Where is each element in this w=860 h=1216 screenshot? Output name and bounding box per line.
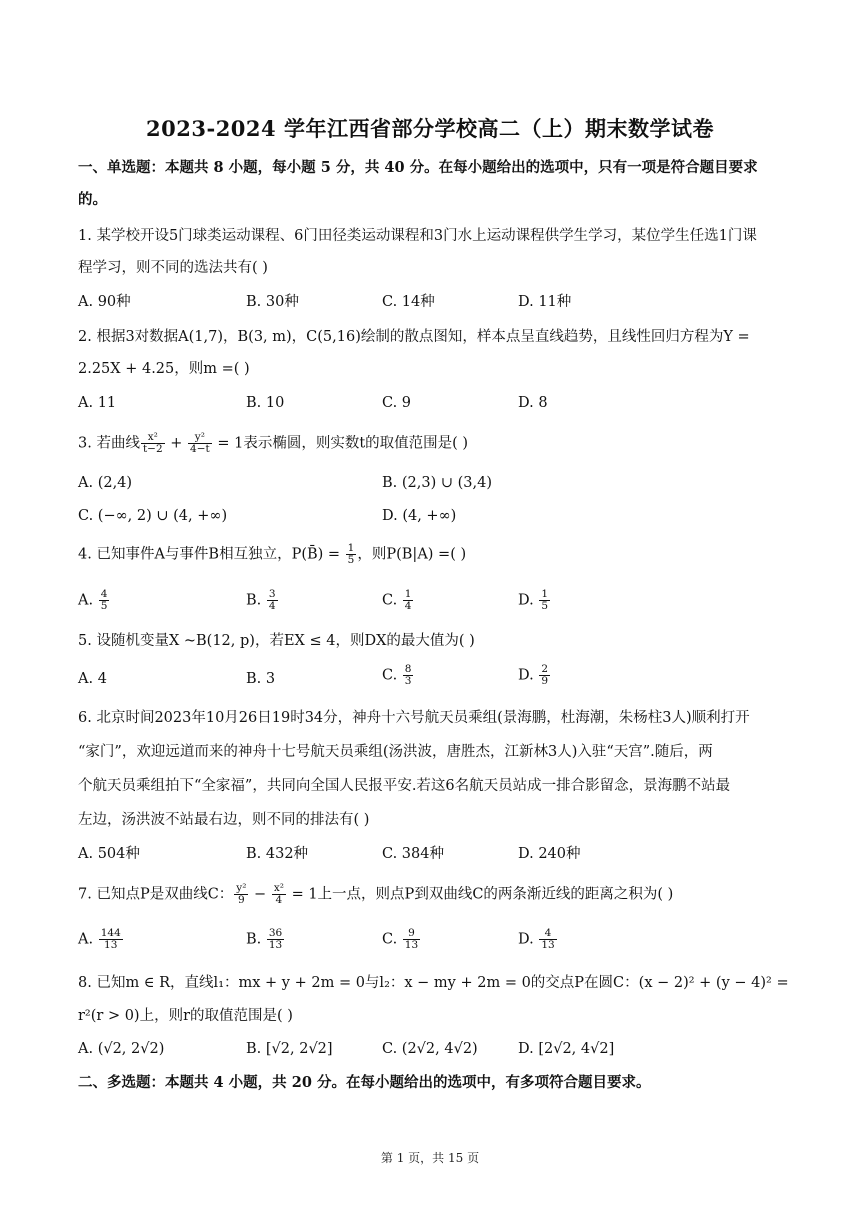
q1-text-line1: 1. 某学校开设5门球类运动课程、6门田径类运动课程和3门水上运动课程供学生学习，某位学生任选1门课 [78,228,757,244]
q7-option-b-fraction [267,928,284,951]
q3-frac2-numerator: y² [188,432,212,444]
q4-option-c [382,589,414,612]
q7-option-d-numerator: 4 [539,928,556,940]
page-footer: 第 1 页，共 15 页 [380,1151,480,1165]
q4-option-a-fraction [99,589,110,612]
q2-text-line2: 2.25X + 4.25，则m =( ) [78,361,250,377]
q4-frac-denominator: 5 [347,554,355,566]
q4-frac-numerator: 1 [347,542,355,554]
q6-text-line2: “家门”，欢迎远道而来的神舟十七号航天员乘组(汤洪波，唐胜杰，江新林3人)入驻“天宫”.随后，两 [78,744,713,760]
q5-option-d [518,664,551,687]
q3-frac1-numerator: x² [141,432,165,444]
q4-option-d-label: D. [518,592,539,609]
section2-header: 二、多选题：本题共 4 小题，共 20 分。在每小题给出的选项中，有多项符合题目要求。 [78,1074,651,1091]
q7-option-c-fraction [403,928,420,951]
q4-option-b-fraction [267,589,278,612]
q2-option-a: A. 11 [78,395,117,411]
q7-text [78,883,673,906]
q7-option-b-label: B. [246,931,266,948]
q2-option-d: D. 8 [518,395,548,411]
q7-option-c [382,928,421,951]
q7-post: = 1上一点，则点P到双曲线C的两条渐近线的距离之积为( ) [286,886,674,903]
q1-option-c: C. 14种 [382,294,435,310]
q7-pre: 7. 已知点P是双曲线C： [78,886,234,903]
q7-option-d-label: D. [518,931,539,948]
q4-option-a-numerator: 4 [100,588,108,600]
q7-frac2-denominator: 4 [275,894,283,906]
q7-option-d-fraction [539,928,556,951]
q5-option-c-numerator: 8 [404,663,412,675]
q4-pre: 4. 已知事件A与事件B相互独立，P(B̄) = [78,546,345,563]
q3-option-b: B. (2,3) ∪ (3,4) [382,475,492,491]
q4-option-d-denominator: 5 [541,600,549,612]
q7-frac1-denominator: 9 [238,894,245,906]
q4-option-b-label: B. [246,592,266,609]
q5-option-c-denominator: 3 [404,675,412,687]
q5-option-d-fraction [539,664,550,687]
q3-text [78,432,468,455]
q5-option-c-fraction [403,664,414,687]
q3-pre: 3. 若曲线 [78,435,140,452]
q6-text-line3: 个航天员乘组拍下“全家福”，共同向全国人民报平安.若这6名航天员站成一排合影留念，景海鹏不站最 [78,778,731,794]
q5-option-b: B. 3 [246,671,276,687]
q5-option-a: A. 4 [78,671,107,687]
q7-option-a-numerator: 144 [100,927,121,939]
exam-title: 2023-2024 学年江西省部分学校高二（上）期末数学试卷 [146,116,714,141]
q4-option-c-label: C. [382,592,402,609]
q8-option-d: D. [2√2, 4√2] [518,1041,615,1057]
q5-option-c [382,664,414,687]
q3-fraction-1 [141,432,165,455]
q4-option-b-denominator: 4 [268,600,276,612]
q1-text-line2: 程学习，则不同的选法共有( ) [78,260,268,276]
q4-option-c-fraction [403,589,414,612]
q7-option-c-label: C. [382,931,402,948]
q7-option-a-denominator: 13 [104,939,118,951]
q7-fraction-1 [234,883,248,906]
q8-text-line2: r²(r > 0)上，则r的取值范围是( ) [78,1008,293,1024]
q1-option-b: B. 30种 [246,294,299,310]
q7-fraction-2 [272,883,286,906]
q7-option-a [78,928,124,951]
q6-text-line4: 左边，汤洪波不站最右边，则不同的排法有( ) [78,812,370,828]
q8-option-a: A. (√2, 2√2) [78,1041,165,1057]
q7-option-b-numerator: 36 [268,927,283,939]
q6-option-d: D. 240种 [518,846,581,862]
q8-text-line1: 8. 已知m ∈ R，直线l₁：mx + y + 2m = 0与l₂：x − my + 2m = 0的交点P在圆C：(x − 2)² + (y − 4)² = [78,975,789,991]
q4-option-b [246,589,279,612]
section1-header-line2: 的。 [78,191,107,208]
q4-option-c-numerator: 1 [404,588,412,600]
q6-option-a: A. 504种 [78,846,140,862]
q5-option-d-denominator: 9 [541,675,549,687]
q4-text [78,543,466,566]
q4-option-c-denominator: 4 [404,600,412,612]
q4-option-a-label: A. [78,592,98,609]
q4-post: ，则P(B|A) =( ) [357,546,467,563]
q1-option-d: D. 11种 [518,294,572,310]
q4-option-d-numerator: 1 [541,588,549,600]
q3-frac1-denominator: t−2 [142,443,163,455]
q5-option-c-label: C. [382,667,402,684]
q7-option-b-denominator: 13 [268,939,283,951]
q7-option-d-denominator: 13 [541,939,555,951]
q2-option-b: B. 10 [246,395,285,411]
q8-option-c: C. (2√2, 4√2) [382,1041,478,1057]
q7-option-a-label: A. [78,931,98,948]
q6-option-b: B. 432种 [246,846,309,862]
q1-option-a: A. 90种 [78,294,131,310]
q7-option-c-denominator: 13 [404,939,419,951]
q2-option-c: C. 9 [382,395,412,411]
q7-option-d [518,928,558,951]
q4-option-b-numerator: 3 [268,588,276,600]
q3-option-a: A. (2,4) [78,475,133,491]
q4-option-d-fraction [539,589,550,612]
q3-fraction-2 [188,432,212,455]
q5-text: 5. 设随机变量X ~B(12, p)，若EX ≤ 4，则DX的最大值为( ) [78,633,475,649]
q4-option-d [518,589,551,612]
q4-option-a-denominator: 5 [100,600,108,612]
q4-fraction [346,543,357,566]
q3-frac2-denominator: 4−t [190,443,210,455]
section1-header-line1: 一、单选题：本题共 8 小题，每小题 5 分，共 40 分。在每小题给出的选项中，只有一项是符合题目要求 [78,159,758,176]
q5-option-d-numerator: 2 [541,663,549,675]
q7-option-a-fraction [99,928,123,951]
q7-option-c-numerator: 9 [403,928,420,940]
q7-frac2-numerator: x² [273,882,284,894]
q3-option-c: C. (−∞, 2) ∪ (4, +∞) [78,508,228,524]
q7-minus: − [249,886,271,903]
q2-text-line1: 2. 根据3对数据A(1,7)，B(3, m)，C(5,16)绘制的散点图知，样本点呈直线趋势，且线性回归方程为Y = [78,329,750,345]
q3-plus: + [165,435,188,452]
q5-option-d-label: D. [518,667,539,684]
q7-option-b [246,928,285,951]
q8-option-b: B. [√2, 2√2] [246,1041,333,1057]
q6-text-line1: 6. 北京时间2023年10月26日19时34分，神舟十六号航天员乘组(景海鹏，杜海潮，朱杨柱3人)顺利打开 [78,710,750,726]
q3-post: = 1表示椭圆，则实数t的取值范围是( ) [212,435,469,452]
q3-option-d: D. (4, +∞) [382,508,457,524]
q4-option-a [78,589,110,612]
q7-frac1-numerator: y² [236,882,247,894]
q6-option-c: C. 384种 [382,846,444,862]
